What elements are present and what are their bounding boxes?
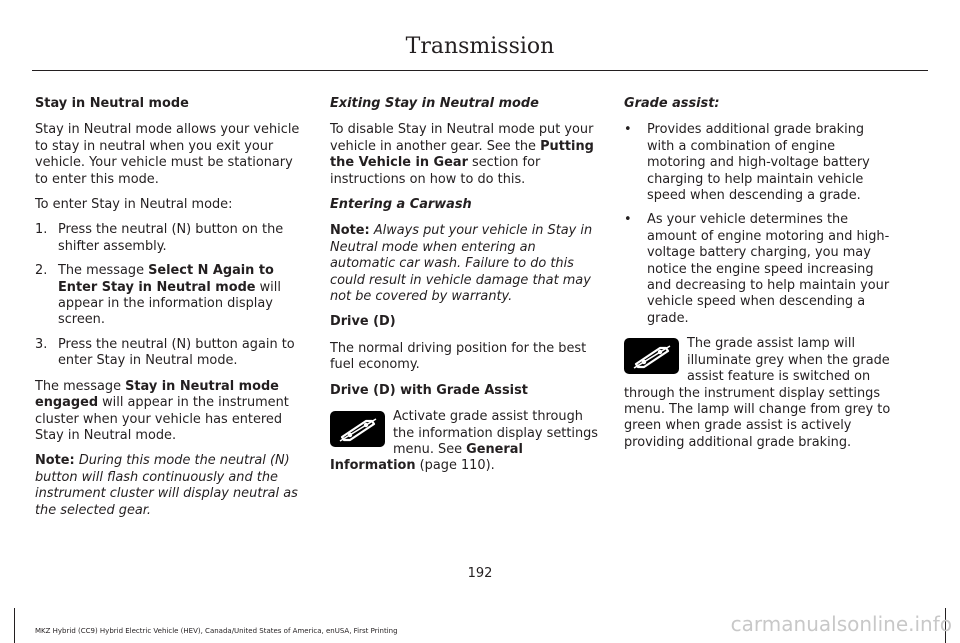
section-heading-drive: Drive (D) [330, 314, 396, 330]
grade-assist-lamp-block [624, 336, 894, 451]
list-item [624, 122, 894, 204]
paragraph: Stay in Neutral mode allows your vehicle to stay in neutral when you exit your vehicle. Your vehicle must be stationary to enter this mode. [35, 122, 300, 187]
section-heading-drive-grade-assist: Drive (D) with Grade Assist [330, 382, 528, 398]
text: will appear in the instrument cluster when your vehicle has entered Stay in Neutral mode. [35, 395, 289, 443]
bold-text: Stay in Neutral mode engaged [35, 378, 279, 411]
paragraph: To enter Stay in Neutral mode: [35, 197, 233, 213]
text: section for instructions on how to do this. [330, 155, 541, 187]
column-2 [330, 96, 600, 475]
column-1 [35, 96, 305, 528]
text: (page 110). [415, 458, 495, 474]
step-text-post: will appear in the information display screen. [58, 279, 281, 328]
step-text: Press the neutral (N) button again to enter Stay in Neutral mode. [58, 336, 295, 369]
section-heading-stay-in-neutral: Stay in Neutral mode [35, 96, 189, 111]
grade-assist-lamp-icon [624, 338, 679, 374]
text: The message [35, 378, 126, 394]
step-number: 1. [35, 222, 48, 238]
watermark: carmanualsonline.info [730, 612, 952, 636]
list-item [35, 263, 305, 329]
text: Activate grade assist through the information display settings menu. See [393, 409, 599, 457]
step-text-bold: Select N Again to Enter Stay in Neutral mode [58, 263, 274, 295]
header-rule [32, 70, 928, 71]
step-number: 2. [35, 263, 48, 279]
note-label: Note: [35, 453, 75, 469]
page-title: Transmission [405, 34, 555, 59]
section-heading-exiting: Exiting Stay in Neutral mode [330, 96, 539, 111]
list-item [624, 212, 894, 327]
paragraph [330, 122, 600, 188]
text: The grade assist lamp will illuminate grey when the grade assist feature is switched on through the instrument display settings menu. The lamp will change from grey to green when grade assist is actively providing additional grade braking. [624, 336, 891, 450]
step-text: Press the neutral (N) button on the shifter assembly. [58, 222, 284, 254]
list-item [35, 337, 305, 370]
text: To disable Stay in Neutral mode put your vehicle in another gear. See the [330, 122, 594, 154]
bullet: • [624, 212, 632, 228]
crop-mark-left [0, 608, 15, 643]
list-item [35, 222, 305, 255]
note [35, 453, 305, 519]
link-general-information[interactable]: General Information [330, 441, 523, 474]
footer-text: MKZ Hybrid (CC9) Hybrid Electric Vehicle (HEV), Canada/United States of America, enUSA, First Printing [35, 627, 398, 635]
section-heading-grade-assist: Grade assist: [624, 96, 720, 111]
bullet: • [624, 122, 632, 138]
paragraph: The normal driving position for the best fuel economy. [330, 340, 587, 373]
step-text-pre: The message [58, 263, 149, 279]
note [330, 223, 600, 305]
grade-assist-lamp-icon [330, 411, 385, 447]
note-label: Note: [330, 223, 370, 239]
paragraph [35, 379, 305, 445]
step-number: 3. [35, 336, 48, 352]
bullet-text: As your vehicle determines the amount of engine motoring and high-voltage battery charging, you may notice the engine speed increasing and decreasing to help maintain your vehicle speed when descending a grade. [647, 212, 890, 326]
bullet-list [624, 122, 894, 327]
grade-assist-block [330, 409, 600, 475]
section-heading-carwash: Entering a Carwash [330, 197, 472, 213]
page-number: 192 [467, 566, 493, 581]
steps-list [35, 222, 305, 369]
note-text: Always put your vehicle in Stay in Neutral mode when entering an automatic car wash. Failure to do this could result in vehicle damage that may not be covered by warranty. [330, 223, 593, 305]
bullet-text: Provides additional grade braking with a combination of engine motoring and high-voltage battery charging to help maintain vehicle speed when descending a grade. [647, 122, 870, 204]
link-putting-vehicle-in-gear[interactable]: Putting the Vehicle in Gear [330, 138, 594, 171]
note-text: During this mode the neutral (N) button will flash continuously and the instrument cluster will display neutral as the selected gear. [35, 453, 298, 518]
column-3 [624, 96, 894, 451]
